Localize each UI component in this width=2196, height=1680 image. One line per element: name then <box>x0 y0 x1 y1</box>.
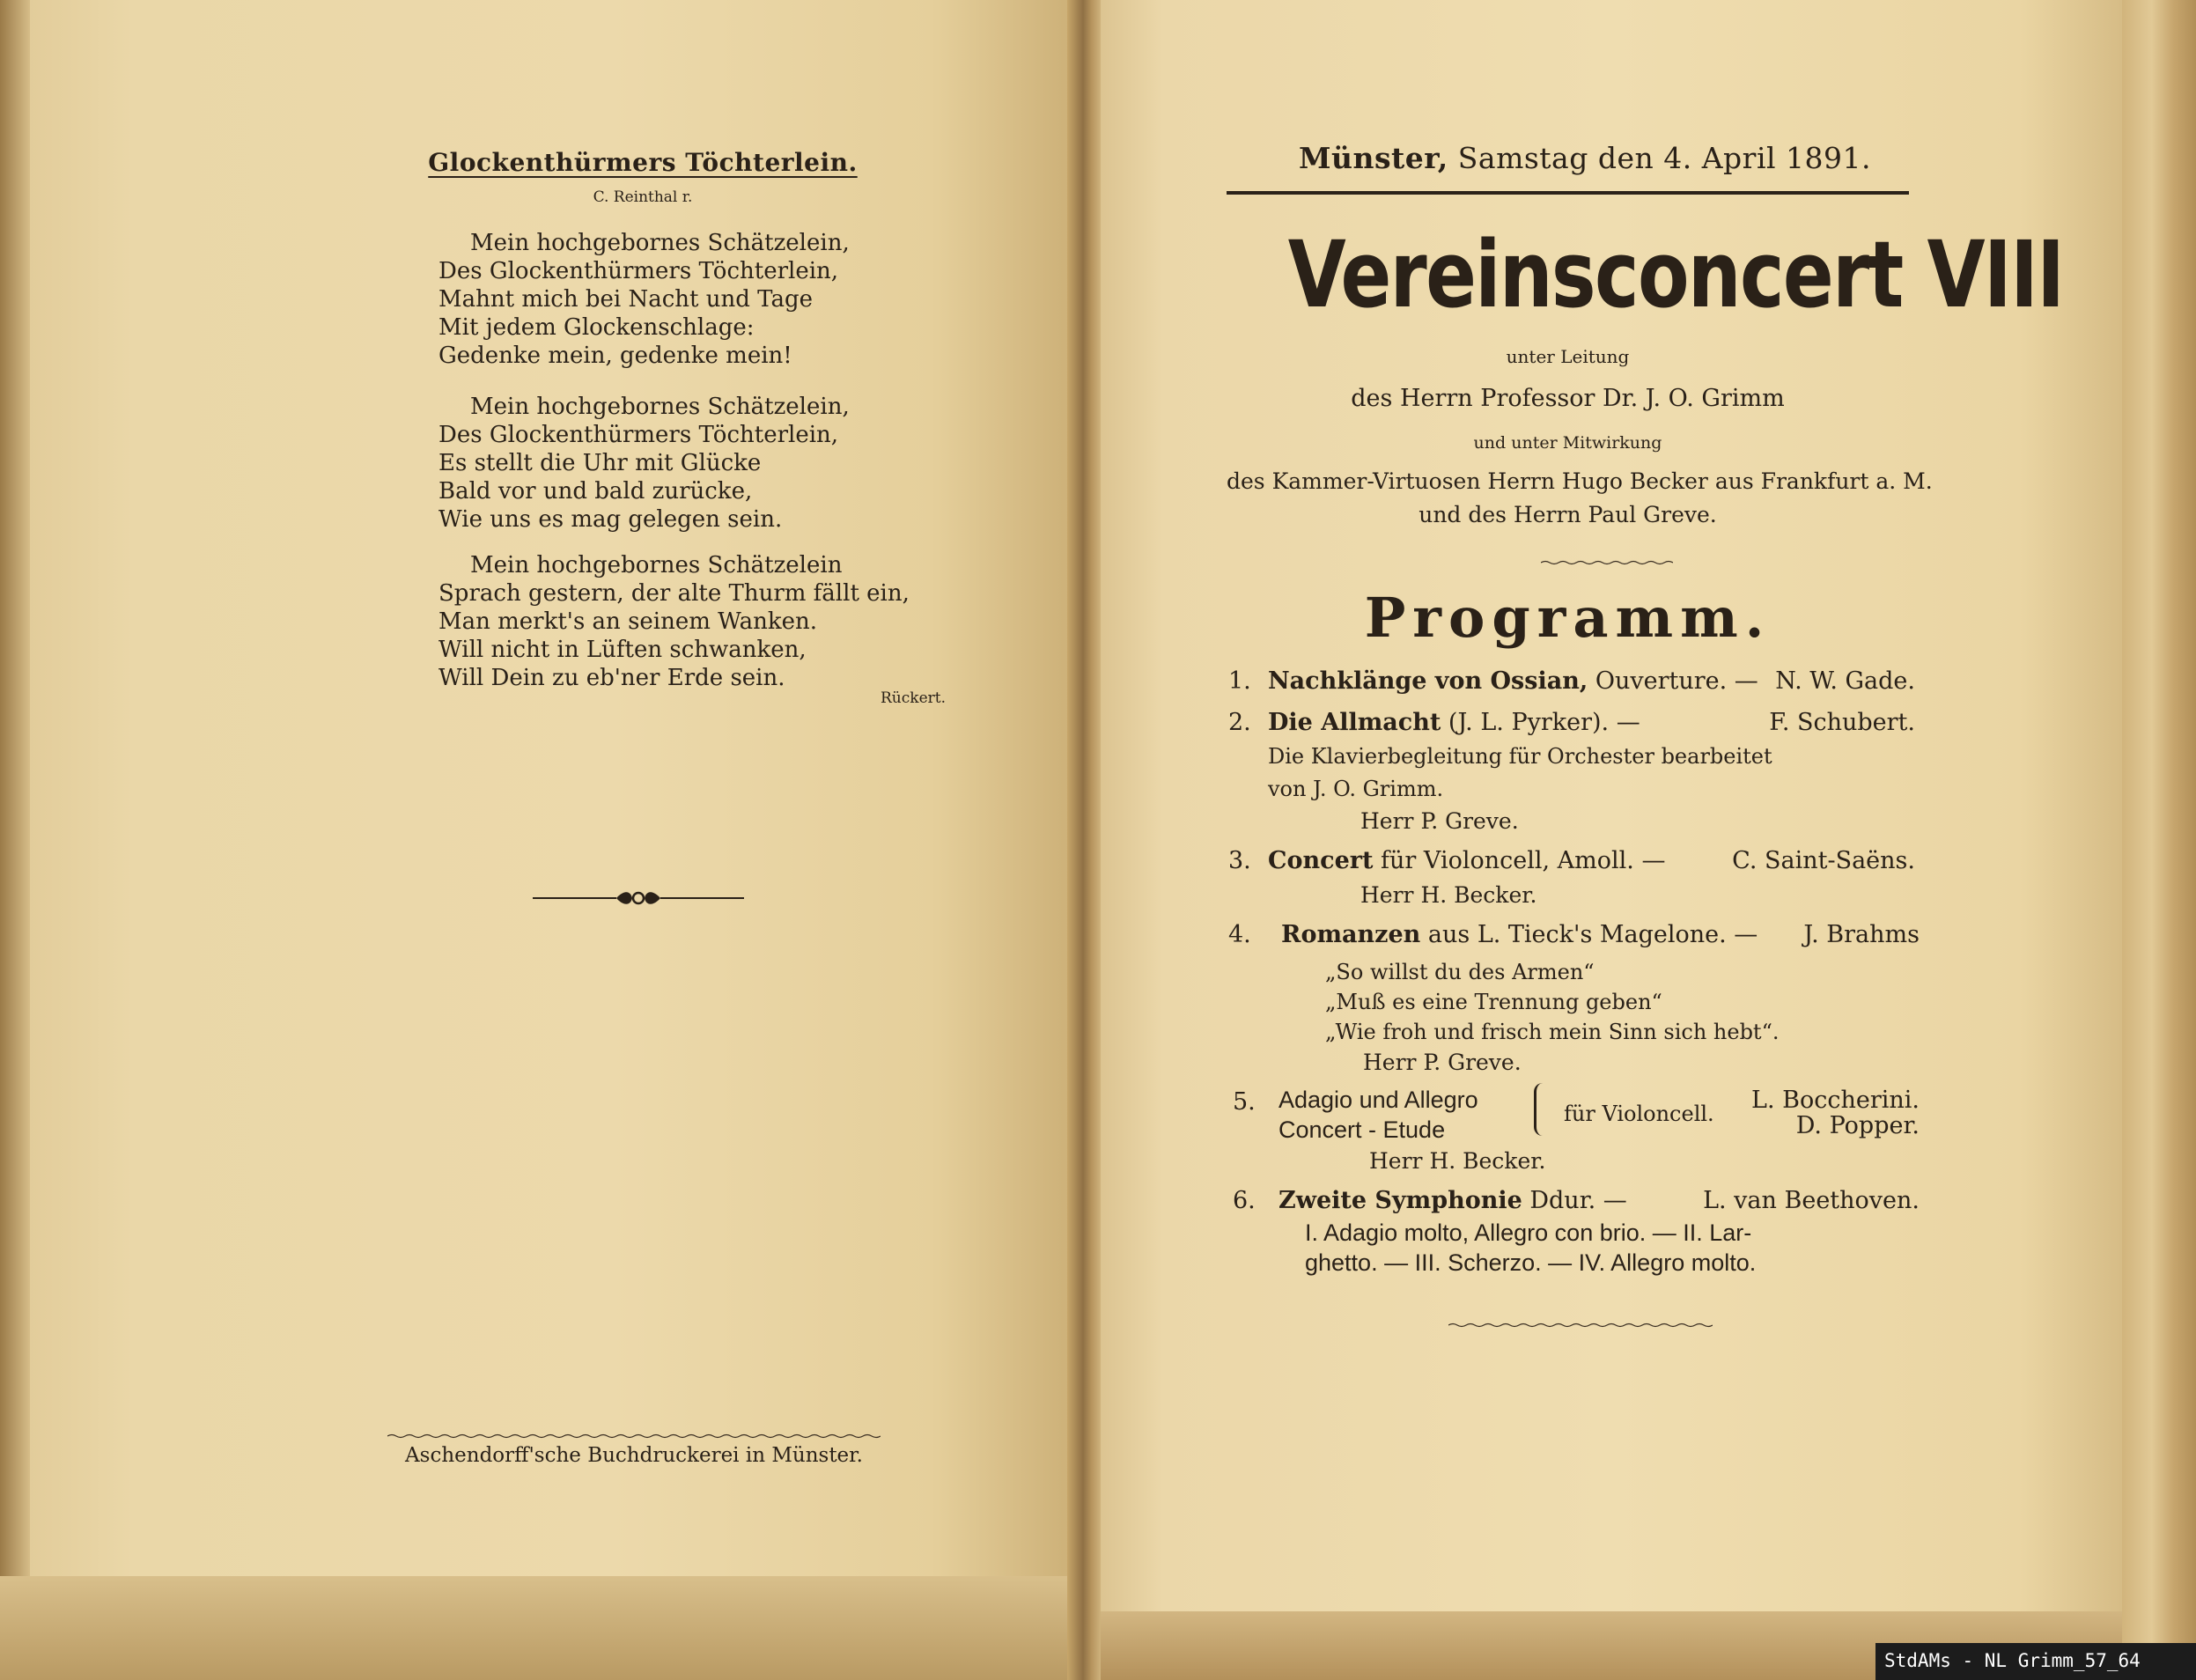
closing-rule <box>1448 1323 1713 1328</box>
poem-line: Mahnt mich bei Nacht und Tage <box>438 286 814 313</box>
item-5-title-2: Concert - Etude <box>1279 1116 1446 1143</box>
item-5-number: 5. <box>1233 1088 1256 1116</box>
item-3-number: 3. <box>1228 847 1251 874</box>
header-rule <box>1227 191 1909 195</box>
date-text: Samstag den 4. April 1891. <box>1457 141 1872 175</box>
item-4-composer: J. Brahms <box>1803 921 1920 948</box>
program-heading: Programm. <box>1364 586 1772 650</box>
item-detail: für Violoncell, Amoll. — <box>1381 847 1666 874</box>
item-5-brace <box>1534 1083 1549 1136</box>
poem-line: Mein hochgebornes Schätzelein, <box>470 230 850 256</box>
assist-intro: und unter Mitwirkung <box>1473 433 1662 453</box>
item-6-line-3: ghetto. — III. Scherzo. — IV. Allegro molto. <box>1305 1249 1757 1276</box>
poem-author: Rückert. <box>881 689 946 707</box>
item-4-work <box>1281 921 1758 948</box>
item-4-number: 4. <box>1228 921 1251 948</box>
item-2-note-1: Die Klavierbegleitung für Orchester bearbeitet <box>1268 744 1772 769</box>
poem-line: Will Dein zu eb'ner Erde sein. <box>438 665 785 691</box>
poem-line: Mit jedem Glockenschlage: <box>438 314 755 341</box>
date-line <box>1233 141 1937 175</box>
right-page-edge <box>2122 0 2196 1680</box>
item-2-note-2: von J. O. Grimm. <box>1268 777 1444 801</box>
date-place: Münster, <box>1298 141 1448 175</box>
item-title: Concert <box>1268 847 1374 874</box>
poem-line: Bald vor und bald zurücke, <box>438 478 753 505</box>
poem-stanza-2 <box>438 393 850 534</box>
item-5-composer-1: L. Boccherini. <box>1751 1087 1920 1114</box>
item-6-line-2: I. Adagio molto, Allegro con brio. — II. Lar- <box>1305 1219 1752 1246</box>
item-3-performer: Herr H. Becker. <box>1360 882 1537 908</box>
item-3-composer: C. Saint-Saëns. <box>1732 847 1915 874</box>
item-4-song-1: „So willst du des Armen“ <box>1325 960 1595 984</box>
poem-title: Glockenthürmers Töchterlein. <box>428 148 858 177</box>
item-detail: Ouverture. — <box>1595 667 1758 695</box>
item-5-title-1: Adagio und Allegro <box>1279 1087 1478 1113</box>
item-4-song-2: „Muß es eine Trennung geben“ <box>1325 990 1662 1014</box>
concert-title: Vereinsconcert VIII <box>1287 221 2064 328</box>
item-5-composer-2: D. Popper. <box>1795 1112 1920 1139</box>
item-1-work <box>1268 667 1758 695</box>
poem-line: Es stellt die Uhr mit Glücke <box>438 450 762 476</box>
poem-stanza-1 <box>438 229 850 370</box>
item-6-work <box>1279 1187 1627 1214</box>
poem-line: Mein hochgebornes Schätzelein <box>470 552 843 578</box>
poem-line: Des Glockenthürmers Töchterlein, <box>438 258 839 284</box>
left-page-edge <box>0 0 30 1680</box>
poem-line: Mein hochgebornes Schätzelein, <box>470 394 850 420</box>
assist-line-2: und des Herrn Paul Greve. <box>1419 502 1717 527</box>
archive-stamp-text: StdAMs - NL Grimm_57_64 <box>1884 1650 2141 1671</box>
poem-line: Wie uns es mag gelegen sein. <box>438 506 783 533</box>
item-3-work <box>1268 847 1665 874</box>
item-2-performer: Herr P. Greve. <box>1360 808 1519 834</box>
book-gutter <box>1067 0 1102 1680</box>
item-2-number: 2. <box>1228 709 1251 736</box>
item-number: 1. <box>1228 667 1251 695</box>
item-title: Die Allmacht <box>1268 709 1441 736</box>
poem-stanza-3 <box>438 551 910 692</box>
item-detail: (J. L. Pyrker). — <box>1448 709 1640 736</box>
poem-line: Will nicht in Lüften schwanken, <box>438 637 807 663</box>
item-title: Zweite Symphonie <box>1279 1187 1522 1214</box>
item-detail: aus L. Tieck's Magelone. — <box>1427 921 1758 948</box>
conductor-intro: unter Leitung <box>1506 346 1630 367</box>
item-title: Nachklänge von Ossian, <box>1268 667 1588 695</box>
item-5-detail: für Violoncell. <box>1564 1102 1714 1126</box>
item-2-composer: F. Schubert. <box>1769 709 1915 736</box>
poem-line: Des Glockenthürmers Töchterlein, <box>438 422 839 448</box>
item-2-work <box>1268 709 1640 736</box>
left-page-lower-edge <box>0 1576 1092 1680</box>
conductor-name: des Herrn Professor Dr. J. O. Grimm <box>1351 385 1785 412</box>
printer-imprint: Aschendorff'sche Buchdruckerei in Münster. <box>405 1444 863 1467</box>
item-5-performer: Herr H. Becker. <box>1369 1148 1546 1174</box>
printer-rule <box>387 1433 881 1439</box>
item-4-performer: Herr P. Greve. <box>1363 1050 1522 1075</box>
item-6-composer: L. van Beethoven. <box>1703 1187 1920 1214</box>
poem-composer: C. Reinthal r. <box>593 188 693 206</box>
item-6-number: 6. <box>1233 1187 1256 1214</box>
item-detail: Ddur. — <box>1529 1187 1627 1214</box>
section-rule <box>1541 560 1673 565</box>
poem-line: Man merkt's an seinem Wanken. <box>438 608 818 635</box>
assist-line-1: des Kammer-Virtuosen Herrn Hugo Becker aus Frankfurt a. M. <box>1227 468 1933 494</box>
item-4-song-3: „Wie froh und frisch mein Sinn sich hebt“. <box>1325 1020 1780 1044</box>
ornament-divider <box>528 885 748 911</box>
poem-line: Sprach gestern, der alte Thurm fällt ein, <box>438 580 910 607</box>
item-title: Romanzen <box>1281 921 1421 948</box>
poem-line: Gedenke mein, gedenke mein! <box>438 343 792 369</box>
item-1-composer: N. W. Gade. <box>1775 667 1915 695</box>
